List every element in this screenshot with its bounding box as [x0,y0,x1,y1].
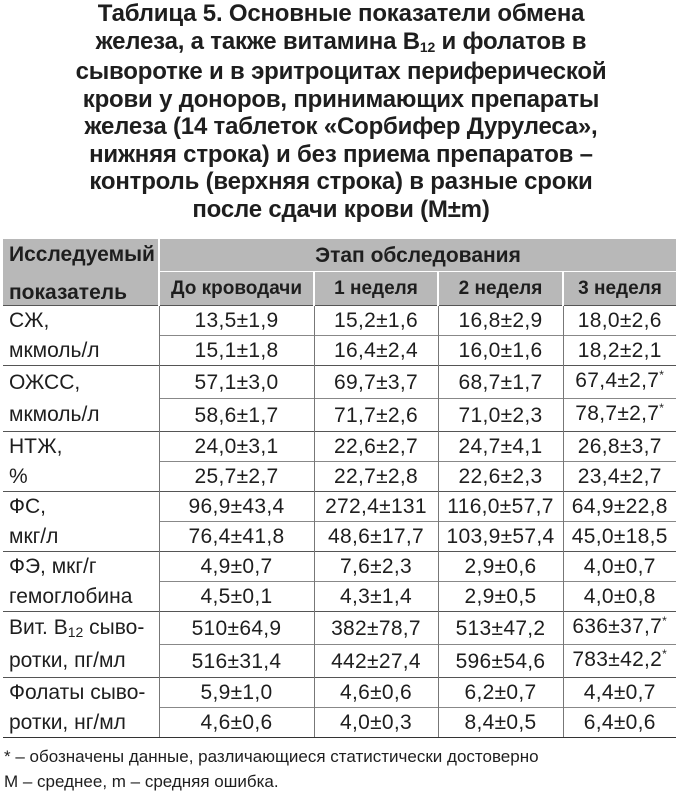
value-cell: 71,0±2,3 [438,399,563,432]
value-cell: 57,1±3,0 [159,366,314,399]
title-line: железа (14 таблеток «Сорбифер Дурулеса», [84,113,598,140]
value-cell: 71,7±2,6 [314,399,438,432]
column-header: До кроводачи [159,272,314,306]
value-cell: 783±42,2* [563,645,676,678]
table-title [0,0,682,223]
value-cell: 103,9±57,4 [438,522,563,552]
row-label: гемоглобина [3,582,159,612]
value-cell: 22,6±2,3 [438,462,563,492]
table-row [3,522,676,552]
row-label: ротки, пг/мл [3,645,159,678]
value-cell: 96,9±43,4 [159,492,314,522]
title-line: нижняя строка) и без приема препаратов – [89,140,593,168]
table-row [3,678,676,708]
value-cell: 116,0±57,7 [438,492,563,522]
value-cell: 67,4±2,7* [563,366,676,399]
title-line: железа, а также витамина B12 и фолатов в [95,27,587,55]
table-row [3,462,676,492]
value-cell: 4,6±0,6 [314,678,438,708]
table-body [3,306,676,738]
value-cell: 18,2±2,1 [563,336,676,366]
value-cell: 69,7±3,7 [314,366,438,399]
value-cell: 442±27,4 [314,645,438,678]
value-cell: 4,0±0,3 [314,708,438,738]
value-cell: 24,7±4,1 [438,432,563,462]
row-label: мкмоль/л [3,336,159,366]
stage-header: Этап обследования [159,239,676,272]
value-cell: 22,6±2,7 [314,432,438,462]
value-cell: 4,6±0,6 [159,708,314,738]
title-line: крови у доноров, принимающих препараты [82,85,600,113]
table-row [3,612,676,645]
footnotes [4,744,539,794]
title-line: сыворотке и в эритроцитах периферической [75,58,607,85]
value-cell: 7,6±2,3 [314,552,438,582]
table-row [3,336,676,366]
table-row [3,582,676,612]
value-cell: 4,5±0,1 [159,582,314,612]
significance-marker: * [659,401,665,415]
column-header: 1 неделя [314,272,438,306]
row-label: мкг/л [3,522,159,552]
value-cell: 596±54,6 [438,645,563,678]
significance-marker: * [662,647,668,661]
row-label: НТЖ, [3,432,159,462]
value-cell: 48,6±17,7 [314,522,438,552]
table-row [3,399,676,432]
value-cell: 16,8±2,9 [438,306,563,336]
table-row [3,552,676,582]
value-cell: 58,6±1,7 [159,399,314,432]
row-label: ОЖСС, [3,366,159,399]
data-table [3,239,676,738]
value-cell: 24,0±3,1 [159,432,314,462]
row-label: ФС, [3,492,159,522]
significance-marker: * [662,614,668,628]
value-cell: 16,4±2,4 [314,336,438,366]
value-cell: 4,3±1,4 [314,582,438,612]
table-row [3,432,676,462]
significance-marker: * [659,368,665,382]
column-header: 2 неделя [438,272,563,306]
value-cell: 6,4±0,6 [563,708,676,738]
value-cell: 64,9±22,8 [563,492,676,522]
value-cell: 23,4±2,7 [563,462,676,492]
param-header [3,239,159,306]
row-label: ротки, нг/мл [3,708,159,738]
footnote: M – среднее, m – средняя ошибка. [4,772,279,791]
value-cell: 4,9±0,7 [159,552,314,582]
header-row [3,239,676,272]
value-cell: 78,7±2,7* [563,399,676,432]
value-cell: 513±47,2 [438,612,563,645]
table-row [3,366,676,399]
value-cell: 25,7±2,7 [159,462,314,492]
value-cell: 13,5±1,9 [159,306,314,336]
column-header: 3 неделя [563,272,676,306]
footnote: * – обозначены данные, различающиеся статистически достоверно [4,747,539,766]
value-cell: 4,0±0,8 [563,582,676,612]
param-header-line: Исследуемый [9,243,155,266]
table-row [3,645,676,678]
value-cell: 26,8±3,7 [563,432,676,462]
row-label: ФЭ, мкг/г [3,552,159,582]
row-label: Фолаты сыво- [3,678,159,708]
param-header-line: показатель [9,281,128,304]
row-label: Вит. B12 сыво- [3,612,159,645]
row-label: СЖ, [3,306,159,336]
value-cell: 16,0±1,6 [438,336,563,366]
value-cell: 15,2±1,6 [314,306,438,336]
value-cell: 5,9±1,0 [159,678,314,708]
table-row [3,306,676,336]
value-cell: 2,9±0,6 [438,552,563,582]
value-cell: 510±64,9 [159,612,314,645]
value-cell: 4,4±0,7 [563,678,676,708]
title-line: после сдачи крови (M±m) [192,195,490,223]
value-cell: 4,0±0,7 [563,552,676,582]
value-cell: 15,1±1,8 [159,336,314,366]
table-row [3,492,676,522]
value-cell: 6,2±0,7 [438,678,563,708]
table-row [3,708,676,738]
title-line: Таблица 5. Основные показатели обмена [97,0,585,27]
value-cell: 76,4±41,8 [159,522,314,552]
value-cell: 2,9±0,5 [438,582,563,612]
value-cell: 68,7±1,7 [438,366,563,399]
value-cell: 516±31,4 [159,645,314,678]
row-label: % [3,462,159,492]
value-cell: 636±37,7* [563,612,676,645]
value-cell: 22,7±2,8 [314,462,438,492]
row-label: мкмоль/л [3,399,159,432]
value-cell: 18,0±2,6 [563,306,676,336]
value-cell: 45,0±18,5 [563,522,676,552]
value-cell: 8,4±0,5 [438,708,563,738]
title-line: контроль (верхняя строка) в разные сроки [89,168,593,195]
value-cell: 272,4±131 [314,492,438,522]
value-cell: 382±78,7 [314,612,438,645]
